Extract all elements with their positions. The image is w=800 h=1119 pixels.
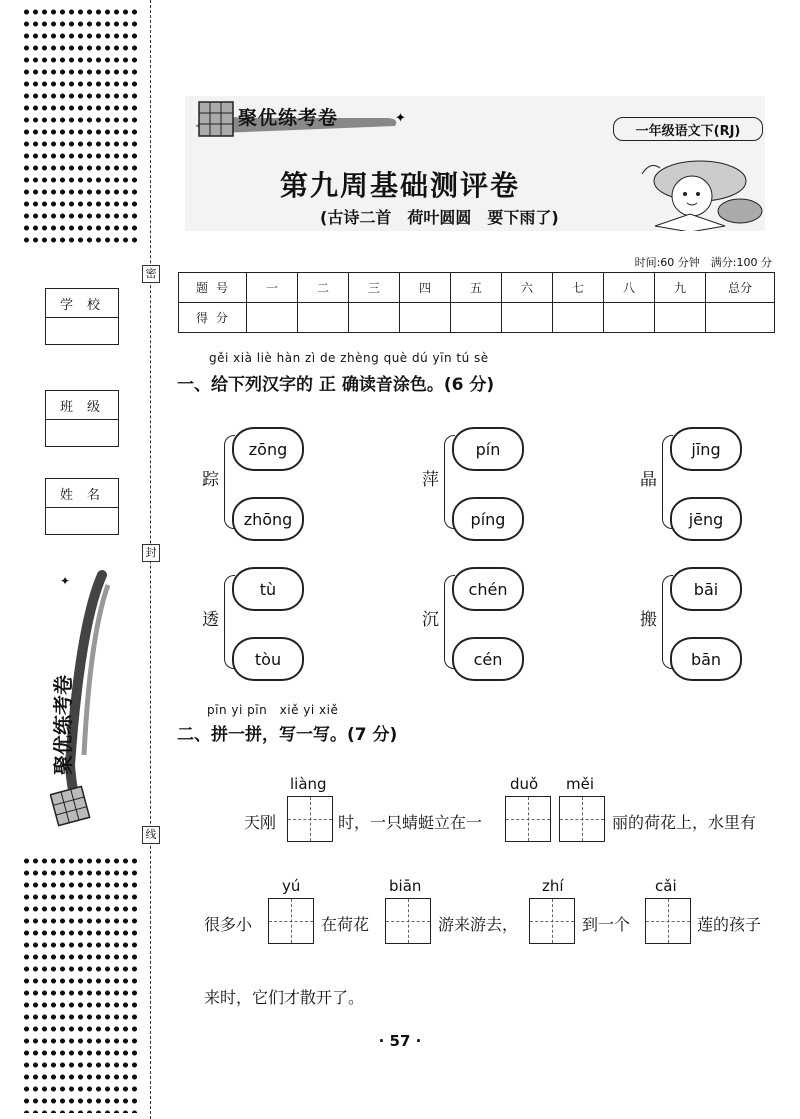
col-header: 四 xyxy=(400,273,451,303)
score-cell[interactable] xyxy=(400,303,451,333)
dot-pattern-bottom xyxy=(22,855,140,1113)
pinyin-option[interactable]: tòu xyxy=(232,637,304,681)
pinyin-option[interactable]: jēng xyxy=(670,497,742,541)
pinyin-option[interactable]: chén xyxy=(452,567,524,611)
sentence-text: 莲的孩子 xyxy=(697,915,762,934)
group-char: 搬 xyxy=(640,610,657,630)
pinyin-option[interactable]: cén xyxy=(452,637,524,681)
pinyin-option[interactable]: zhōng xyxy=(232,497,304,541)
brand-title: 聚优练考卷 xyxy=(238,107,339,129)
section2-pinyin: pīn yi pīn xiě yi xiě xyxy=(207,703,339,717)
pinyin-hint: cǎi xyxy=(655,877,677,895)
fold-mark-3: 线 xyxy=(142,826,160,844)
section1-pinyin: gěi xià liè hàn zì de zhèng què dú yīn tú sè xyxy=(209,351,489,365)
class-field[interactable] xyxy=(45,390,119,447)
group-char: 晶 xyxy=(640,470,657,490)
sentence-text: 时，一只蜻蜓立在一 xyxy=(338,813,483,832)
pinyin-hint: měi xyxy=(566,775,595,793)
col-header: 六 xyxy=(502,273,553,303)
choice-group xyxy=(200,425,340,543)
sentence-text: 天刚 xyxy=(244,813,277,832)
score-cell[interactable] xyxy=(604,303,655,333)
group-char: 萍 xyxy=(422,470,439,490)
writing-box[interactable] xyxy=(559,796,605,842)
pinyin-option[interactable]: pín xyxy=(452,427,524,471)
writing-box[interactable] xyxy=(287,796,333,842)
score-table xyxy=(178,272,775,333)
score-cell[interactable] xyxy=(553,303,604,333)
school-field[interactable] xyxy=(45,288,119,345)
rubik-cube-icon xyxy=(199,102,233,136)
pinyin-option[interactable]: bān xyxy=(670,637,742,681)
col-header: 总分 xyxy=(706,273,775,303)
writing-box[interactable] xyxy=(505,796,551,842)
choice-group xyxy=(420,425,560,543)
score-cell[interactable] xyxy=(349,303,400,333)
col-header: 三 xyxy=(349,273,400,303)
sentence-text: 在荷花 xyxy=(321,915,370,934)
section1-title: 一、给下列汉字的 正 确读音涂色。(6 分) xyxy=(177,375,495,395)
choice-group xyxy=(638,565,778,683)
pinyin-hint: liàng xyxy=(290,775,327,793)
choice-group xyxy=(200,565,340,683)
col-header: 一 xyxy=(247,273,298,303)
choice-group xyxy=(420,565,560,683)
writing-box[interactable] xyxy=(268,898,314,944)
table-row xyxy=(179,273,775,303)
class-input[interactable] xyxy=(46,420,118,446)
fold-mark-1: 密 xyxy=(142,265,160,283)
pinyin-option[interactable]: tù xyxy=(232,567,304,611)
writing-box[interactable] xyxy=(529,898,575,944)
sentence-text: 丽的荷花上，水里有 xyxy=(612,813,757,832)
sentence-text: 很多小 xyxy=(204,915,253,934)
pinyin-option[interactable]: bāi xyxy=(670,567,742,611)
pinyin-hint: zhí xyxy=(542,877,564,895)
score-cell[interactable] xyxy=(502,303,553,333)
writing-box[interactable] xyxy=(385,898,431,944)
writing-box[interactable] xyxy=(645,898,691,944)
sentence-text: 到一个 xyxy=(582,915,631,934)
col-header: 八 xyxy=(604,273,655,303)
score-cell[interactable] xyxy=(706,303,775,333)
score-cell[interactable] xyxy=(655,303,706,333)
score-cell[interactable] xyxy=(298,303,349,333)
sentence-text: 游来游去， xyxy=(438,915,519,934)
page-title: 第九周基础测评卷 xyxy=(279,169,520,202)
section2-title: 二、拼一拼，写一写。(7 分) xyxy=(177,725,398,745)
score-cell[interactable] xyxy=(247,303,298,333)
fold-mark-2: 封 xyxy=(142,544,160,562)
group-char: 踪 xyxy=(202,470,219,490)
class-label: 班级 xyxy=(46,391,118,420)
group-char: 沉 xyxy=(422,610,439,630)
name-field[interactable] xyxy=(45,478,119,535)
col-header: 七 xyxy=(553,273,604,303)
grade-tag: 一年级语文下(RJ) xyxy=(613,117,763,141)
svg-text:✦: ✦ xyxy=(60,574,71,588)
pinyin-hint: biān xyxy=(389,877,422,895)
side-logo-text: 聚优练考卷 xyxy=(51,675,75,775)
pinyin-option[interactable]: píng xyxy=(452,497,524,541)
score-cell[interactable] xyxy=(451,303,502,333)
sentence-text: 来时，它们才散开了。 xyxy=(204,988,365,1007)
col-header: 二 xyxy=(298,273,349,303)
row-header-score: 得分 xyxy=(179,303,247,333)
side-logo-icon xyxy=(50,565,110,845)
name-label: 姓名 xyxy=(46,479,118,508)
row-header-number: 题号 xyxy=(179,273,247,303)
page-number: · 57 · xyxy=(378,1032,422,1050)
time-score-info: 时间:60 分钟 满分:100 分 xyxy=(634,256,772,269)
svg-text:✦: ✦ xyxy=(395,111,406,126)
pinyin-hint: yú xyxy=(282,877,301,895)
school-label: 学校 xyxy=(46,289,118,318)
col-header: 五 xyxy=(451,273,502,303)
table-row xyxy=(179,303,775,333)
school-input[interactable] xyxy=(46,318,118,344)
dot-pattern-top xyxy=(22,6,140,246)
name-input[interactable] xyxy=(46,508,118,534)
pinyin-hint: duǒ xyxy=(510,775,539,793)
col-header: 九 xyxy=(655,273,706,303)
subtitle: (古诗二首 荷叶圆圆 要下雨了) xyxy=(320,208,559,227)
choice-group xyxy=(638,425,778,543)
group-char: 透 xyxy=(202,610,219,630)
pinyin-option[interactable]: jīng xyxy=(670,427,742,471)
pinyin-option[interactable]: zōng xyxy=(232,427,304,471)
